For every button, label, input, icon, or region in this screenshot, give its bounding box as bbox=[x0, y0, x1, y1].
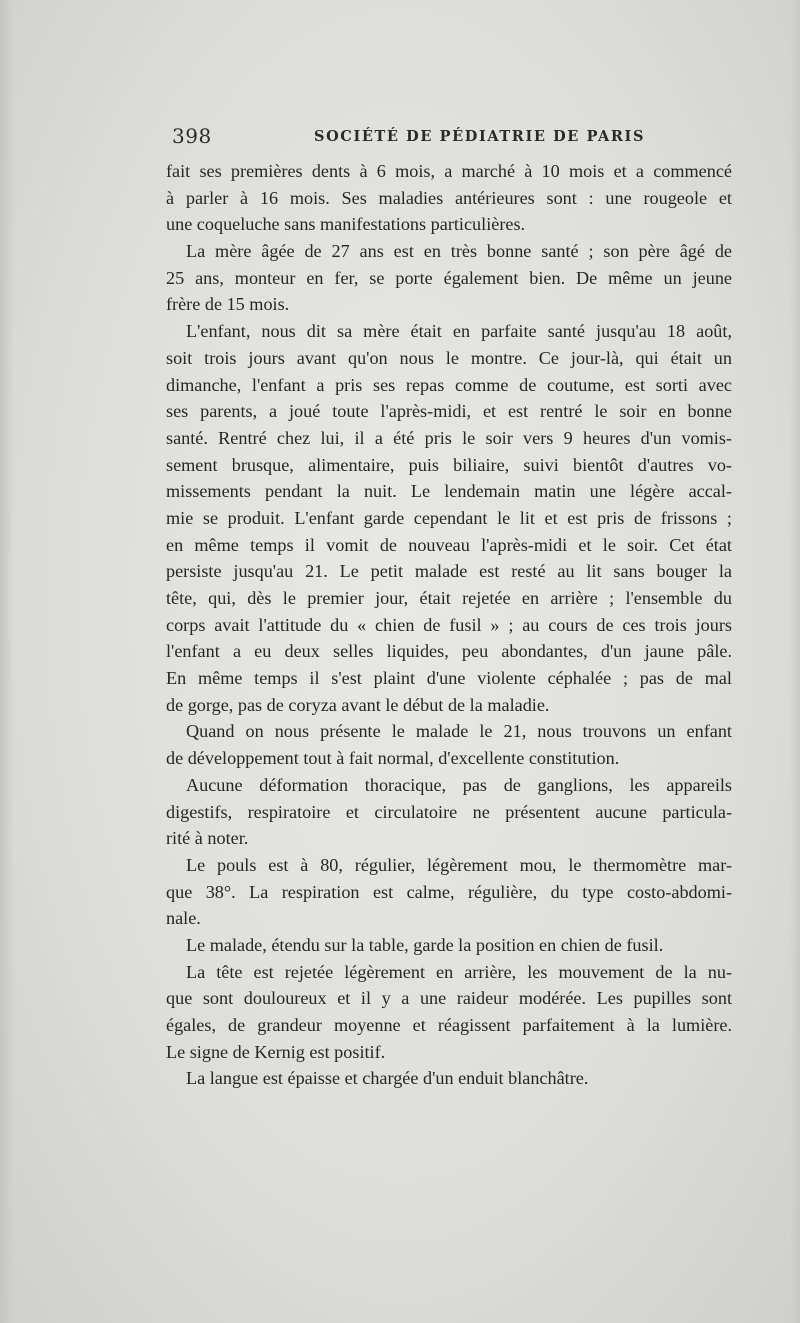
text-line: dimanche, l'enfant a pris ses repas comme de coutume, est sorti avec bbox=[166, 374, 732, 395]
body-text bbox=[166, 158, 732, 1092]
text-line: L'enfant, nous dit sa mère était en parfaite santé jusqu'au 18 août, bbox=[186, 321, 732, 342]
page-header bbox=[166, 120, 732, 150]
text-line: soit trois jours avant qu'on nous le montre. Ce jour-là, qui était un bbox=[166, 347, 732, 368]
text-line: persiste jusqu'au 21. Le petit malade est resté au lit sans bouger la bbox=[166, 561, 732, 582]
text-line: rité à noter. bbox=[166, 828, 249, 849]
text-line: frère de 15 mois. bbox=[166, 294, 290, 315]
running-title: SOCIÉTÉ DE PÉDIATRIE DE PARIS bbox=[314, 128, 646, 145]
text-line: égales, de grandeur moyenne et réagissent parfaitement à la lumière. bbox=[166, 1015, 732, 1035]
page-number: 398 bbox=[172, 124, 212, 148]
text-line: tête, qui, dès le premier jour, était rejetée en arrière ; l'ensemble du bbox=[166, 588, 732, 608]
text-line: en même temps il vomit de nouveau l'après-midi et le soir. Cet état bbox=[166, 534, 732, 555]
text-line: de développement tout à fait normal, d'excellente constitution. bbox=[166, 748, 620, 769]
text-line: Quand on nous présente le malade le 21, nous trouvons un enfant bbox=[186, 721, 732, 742]
text-line: ses parents, a joué toute l'après-midi, et est rentré le soir en bonne bbox=[166, 401, 732, 422]
page-edge-shadow-right bbox=[790, 0, 800, 1323]
text-line: Le signe de Kernig est positif. bbox=[166, 1041, 386, 1062]
text-line: La tête est rejetée légèrement en arrière, les mouvement de la nu- bbox=[186, 961, 732, 982]
text-line: l'enfant a eu deux selles liquides, peu abondantes, d'un jaune pâle. bbox=[166, 641, 732, 662]
text-line: une coqueluche sans manifestations particulières. bbox=[166, 214, 526, 235]
text-line: Le pouls est à 80, régulier, légèrement mou, le thermomètre mar- bbox=[186, 854, 732, 875]
page-edge-shadow-left bbox=[0, 0, 14, 1323]
text-line: santé. Rentré chez lui, il a été pris le soir vers 9 heures d'un vomis- bbox=[166, 427, 732, 448]
text-line: La mère âgée de 27 ans est en très bonne santé ; son père âgé de bbox=[186, 241, 732, 262]
text-line: nale. bbox=[166, 908, 201, 929]
text-line: missements pendant la nuit. Le lendemain matin une légère accal- bbox=[166, 481, 732, 502]
text-line: Le malade, étendu sur la table, garde la position en chien de fusil. bbox=[186, 934, 664, 955]
text-line: 25 ans, monteur en fer, se porte également bien. De même un jeune bbox=[166, 267, 732, 288]
text-line: digestifs, respiratoire et circulatoire ne présentent aucune particula- bbox=[166, 801, 732, 822]
text-line: fait ses premières dents à 6 mois, a marché à 10 mois et a commencé bbox=[166, 161, 732, 181]
text-line: La langue est épaisse et chargée d'un enduit blanchâtre. bbox=[186, 1068, 589, 1089]
text-line: à parler à 16 mois. Ses maladies antérieures sont : une rougeole et bbox=[166, 187, 732, 208]
text-line: Aucune déformation thoracique, pas de ganglions, les appareils bbox=[186, 774, 732, 795]
text-line: de gorge, pas de coryza avant le début de la maladie. bbox=[166, 694, 550, 715]
text-line: que sont douloureux et il y a une raideur modérée. Les pupilles sont bbox=[166, 988, 732, 1009]
text-line: corps avait l'attitude du « chien de fusil » ; au cours de ces trois jours bbox=[166, 614, 732, 635]
text-line: En même temps il s'est plaint d'une violente céphalée ; pas de mal bbox=[166, 668, 732, 689]
text-line: sement brusque, alimentaire, puis biliaire, suivi bientôt d'autres vo- bbox=[166, 454, 732, 475]
text-line: mie se produit. L'enfant garde cependant le lit et est pris de frissons ; bbox=[166, 507, 732, 528]
text-line: que 38°. La respiration est calme, régulière, du type costo-abdomi- bbox=[166, 881, 732, 902]
